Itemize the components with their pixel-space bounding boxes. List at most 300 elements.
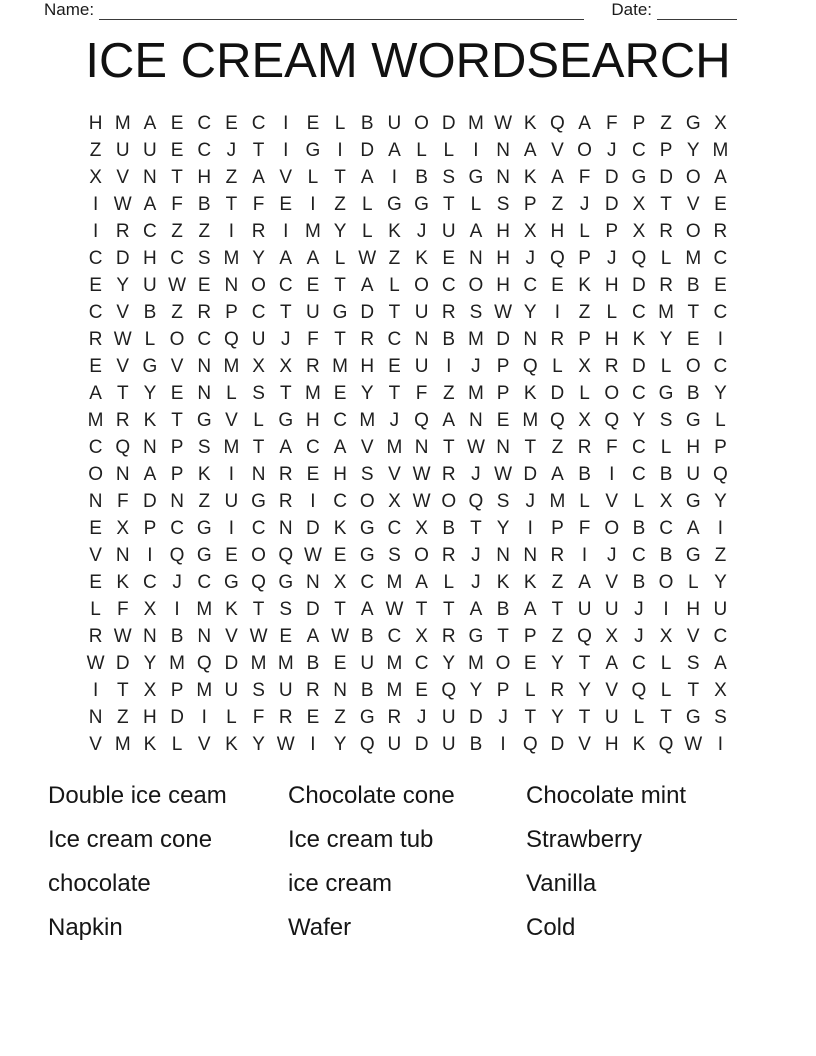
grid-letter: C	[387, 517, 402, 539]
grid-letter: V	[578, 733, 591, 755]
grid-letter: N	[496, 544, 510, 566]
grid-letter: M	[522, 410, 539, 432]
grid-letter: T	[442, 436, 455, 458]
grid-letter: L	[579, 383, 590, 405]
grid-letter: G	[224, 571, 239, 593]
grid-letter: J	[525, 248, 535, 270]
grid-letter: C	[197, 329, 212, 351]
word-list-item: chocolate	[48, 870, 151, 897]
grid-letter: F	[578, 517, 591, 539]
grid-letter: N	[170, 490, 184, 512]
grid-letter: E	[333, 544, 347, 566]
grid-letter: X	[143, 598, 157, 620]
grid-letter: J	[226, 140, 237, 162]
grid-letter: O	[685, 221, 701, 243]
grid-letter: O	[414, 544, 429, 566]
grid-letter: O	[414, 113, 429, 135]
grid-letter: R	[441, 544, 456, 566]
grid-letter: J	[471, 571, 481, 593]
grid-letter: Q	[169, 544, 185, 566]
grid-letter: Q	[631, 679, 647, 701]
grid-letter: C	[251, 517, 266, 539]
grid-letter: R	[577, 436, 592, 458]
grid-letter: S	[659, 410, 673, 432]
grid-letter: C	[333, 490, 347, 512]
grid-letter: W	[385, 598, 404, 620]
grid-letter: A	[523, 598, 537, 620]
grid-letter: W	[494, 302, 513, 324]
grid-letter: K	[415, 248, 428, 270]
grid-letter: B	[197, 194, 211, 216]
grid-letter: N	[469, 410, 483, 432]
grid-letter: W	[684, 733, 703, 755]
grid-letter: M	[658, 302, 674, 324]
grid-letter: L	[552, 356, 563, 378]
grid-letter: C	[632, 544, 646, 566]
grid-letter: R	[550, 544, 565, 566]
grid-letter: H	[496, 275, 510, 297]
grid-letter: U	[713, 598, 728, 620]
grid-letter: L	[660, 436, 672, 458]
grid-letter: V	[225, 625, 238, 647]
grid-letter: Z	[334, 706, 346, 728]
grid-letter: O	[685, 356, 701, 378]
grid-letter: I	[717, 733, 724, 755]
grid-letter: T	[279, 383, 292, 405]
grid-letter: C	[306, 436, 320, 458]
grid-letter: L	[470, 194, 482, 216]
header-row	[44, 1, 737, 20]
word-list-item: Chocolate cone	[288, 782, 455, 809]
grid-letter: X	[143, 679, 157, 701]
grid-letter: Q	[278, 544, 294, 566]
grid-letter: V	[225, 410, 238, 432]
grid-letter: E	[279, 625, 293, 647]
grid-letter: X	[415, 625, 428, 647]
grid-letter: W	[494, 463, 513, 485]
grid-letter: E	[714, 194, 727, 216]
grid-letter: Q	[522, 356, 538, 378]
grid-letter: A	[714, 652, 727, 674]
grid-letter: G	[387, 194, 402, 216]
grid-letter: M	[304, 221, 321, 243]
grid-letter: A	[143, 194, 157, 216]
grid-letter: L	[660, 248, 672, 270]
grid-letter: E	[170, 113, 184, 135]
grid-letter: D	[306, 598, 320, 620]
grid-letter: O	[88, 463, 103, 485]
grid-letter: C	[197, 140, 212, 162]
grid-letter: P	[523, 625, 537, 647]
grid-letter: C	[251, 113, 266, 135]
grid-letter: M	[386, 679, 403, 701]
word-list-item: Wafer	[288, 914, 352, 941]
grid-letter: N	[143, 167, 157, 189]
grid-letter: Y	[714, 490, 727, 512]
grid-letter: T	[116, 383, 129, 405]
grid-letter: C	[88, 302, 103, 324]
grid-letter: G	[196, 517, 212, 539]
grid-letter: D	[143, 490, 157, 512]
grid-letter: O	[577, 140, 592, 162]
grid-letter: R	[278, 490, 293, 512]
grid-letter: H	[686, 436, 701, 458]
grid-letter: R	[550, 679, 565, 701]
grid-letter: B	[415, 167, 428, 189]
grid-letter: J	[172, 571, 182, 593]
grid-letter: I	[717, 517, 724, 539]
grid-letter: D	[441, 113, 456, 135]
grid-letter: X	[578, 356, 591, 378]
grid-letter: B	[442, 329, 456, 351]
grid-letter: C	[632, 652, 646, 674]
grid-letter: X	[89, 167, 102, 189]
grid-letter: S	[496, 194, 510, 216]
grid-letter: Y	[252, 733, 265, 755]
grid-letter: U	[224, 679, 239, 701]
grid-letter: G	[685, 544, 701, 566]
grid-letter: B	[578, 463, 591, 485]
grid-letter: U	[441, 733, 456, 755]
grid-letter: M	[386, 436, 403, 458]
grid-letter: O	[604, 517, 620, 539]
grid-letter: M	[250, 652, 267, 674]
grid-letter: A	[605, 652, 619, 674]
grid-letter: N	[197, 356, 212, 378]
grid-letter: W	[276, 733, 295, 755]
grid-letter: R	[659, 221, 673, 243]
grid-letter: X	[523, 221, 537, 243]
grid-letter: Q	[414, 410, 429, 432]
grid-letter: D	[224, 652, 239, 674]
grid-letter: A	[306, 625, 320, 647]
page-title: ICE CREAM WORDSEARCH	[85, 34, 731, 88]
grid-letter: P	[578, 329, 591, 351]
grid-letter: A	[143, 463, 157, 485]
grid-letter: C	[632, 383, 646, 405]
grid-letter: G	[468, 167, 484, 189]
grid-letter: E	[197, 275, 211, 297]
grid-letter: N	[143, 436, 157, 458]
grid-letter: N	[115, 544, 130, 566]
grid-letter: M	[277, 652, 294, 674]
grid-letter: G	[305, 140, 321, 162]
grid-letter: Q	[577, 625, 592, 647]
word-list	[48, 774, 776, 950]
grid-letter: M	[549, 490, 566, 512]
grid-letter: V	[89, 733, 102, 755]
grid-letter: H	[88, 113, 103, 135]
grid-letter: Z	[660, 113, 672, 135]
grid-letter: Y	[686, 140, 700, 162]
grid-letter: C	[170, 517, 184, 539]
grid-letter: W	[113, 329, 132, 351]
grid-letter: T	[660, 194, 672, 216]
grid-letter: C	[713, 248, 728, 270]
grid-letter: Z	[171, 221, 183, 243]
grid-letter: L	[633, 490, 645, 512]
grid-letter: V	[551, 140, 564, 162]
grid-letter: U	[387, 733, 402, 755]
grid-letter: J	[498, 706, 508, 728]
grid-letter: V	[388, 463, 401, 485]
grid-letter: U	[604, 706, 619, 728]
grid-letter: R	[306, 679, 320, 701]
name-input-line[interactable]	[99, 5, 584, 20]
grid-letter: T	[442, 598, 455, 620]
grid-letter: U	[224, 490, 239, 512]
grid-letter: R	[441, 302, 456, 324]
grid-letter: B	[632, 517, 646, 539]
grid-letter: I	[92, 221, 99, 243]
grid-letter: G	[359, 517, 375, 539]
grid-letter: C	[387, 625, 402, 647]
grid-letter: V	[116, 167, 130, 189]
grid-letter: W	[494, 113, 513, 135]
grid-letter: J	[525, 490, 535, 512]
grid-letter: P	[170, 436, 184, 458]
grid-letter: I	[283, 221, 289, 243]
grid-letter: P	[225, 302, 238, 324]
grid-letter: E	[306, 463, 320, 485]
grid-letter: W	[412, 463, 431, 485]
grid-letter: A	[279, 436, 293, 458]
date-input-line[interactable]	[657, 5, 737, 20]
grid-letter: P	[496, 679, 510, 701]
grid-letter: H	[496, 248, 510, 270]
grid-letter: Z	[578, 302, 591, 324]
grid-letter: T	[252, 436, 265, 458]
grid-letter: M	[386, 571, 403, 593]
grid-letter: K	[523, 167, 537, 189]
grid-letter: N	[197, 383, 212, 405]
grid-letter: D	[604, 167, 619, 189]
grid-letter: D	[523, 463, 538, 485]
grid-letter: E	[306, 113, 320, 135]
grid-letter: A	[686, 517, 700, 539]
grid-letter: R	[360, 329, 375, 351]
grid-letter: Q	[224, 329, 239, 351]
grid-letter: J	[389, 410, 400, 432]
grid-letter: D	[469, 706, 483, 728]
grid-letter: T	[279, 302, 292, 324]
grid-letter: K	[496, 571, 510, 593]
grid-letter: G	[658, 383, 674, 405]
grid-letter: Z	[714, 544, 727, 566]
grid-letter: L	[579, 221, 590, 243]
grid-letter: L	[660, 652, 672, 674]
grid-letter: B	[686, 275, 700, 297]
grid-letter: X	[605, 625, 619, 647]
grid-letter: O	[359, 490, 375, 512]
grid-letter: Z	[551, 571, 564, 593]
grid-letter: H	[604, 733, 619, 755]
grid-letter: R	[713, 221, 728, 243]
grid-letter: W	[412, 490, 431, 512]
grid-letter: T	[334, 329, 346, 351]
grid-letter: I	[337, 140, 343, 162]
grid-letter: J	[606, 140, 617, 162]
grid-letter: R	[550, 329, 565, 351]
grid-letter: S	[360, 463, 374, 485]
grid-letter: T	[660, 706, 672, 728]
grid-letter: B	[360, 625, 374, 647]
grid-letter: R	[115, 410, 130, 432]
grid-letter: M	[169, 652, 185, 674]
grid-letter: N	[88, 490, 103, 512]
grid-letter: C	[632, 463, 646, 485]
grid-letter: X	[714, 679, 727, 701]
grid-letter: Q	[196, 652, 212, 674]
grid-letter: M	[223, 436, 240, 458]
grid-letter: F	[252, 194, 265, 216]
grid-letter: D	[550, 383, 565, 405]
grid-letter: O	[685, 167, 701, 189]
grid-letter: C	[441, 275, 456, 297]
grid-letter: R	[604, 356, 619, 378]
word-list-item: Chocolate mint	[526, 782, 687, 809]
grid-letter: F	[116, 598, 129, 620]
grid-letter: I	[92, 194, 99, 216]
wordsearch-grid	[82, 111, 734, 758]
grid-letter: Z	[388, 248, 401, 270]
grid-letter: B	[659, 544, 673, 566]
grid-letter: V	[279, 167, 293, 189]
grid-letter: X	[578, 410, 591, 432]
grid-letter: A	[360, 275, 374, 297]
grid-letter: L	[687, 571, 699, 593]
grid-letter: J	[471, 356, 481, 378]
word-list-item: Vanilla	[526, 870, 597, 897]
grid-letter: T	[252, 598, 265, 620]
grid-letter: Y	[469, 679, 483, 701]
grid-letter: L	[334, 113, 346, 135]
grid-letter: W	[358, 248, 377, 270]
grid-letter: R	[278, 706, 293, 728]
grid-letter: M	[467, 329, 484, 351]
grid-letter: Y	[360, 383, 374, 405]
word-list-item: Cold	[526, 914, 576, 941]
grid-letter: N	[523, 329, 538, 351]
grid-letter: L	[144, 329, 156, 351]
grid-letter: Z	[171, 302, 183, 324]
grid-letter: I	[391, 167, 398, 189]
grid-letter: K	[578, 275, 591, 297]
grid-letter: Q	[468, 490, 484, 512]
grid-letter: G	[685, 410, 701, 432]
grid-letter: I	[147, 544, 153, 566]
grid-letter: J	[606, 248, 617, 270]
grid-letter: T	[334, 167, 346, 189]
word-list-item: ice cream	[288, 870, 393, 897]
grid-letter: N	[306, 571, 320, 593]
grid-letter: N	[469, 248, 483, 270]
word-list-column	[48, 774, 288, 950]
grid-letter: T	[171, 167, 183, 189]
grid-letter: W	[86, 652, 105, 674]
grid-letter: R	[115, 221, 130, 243]
grid-letter: K	[225, 598, 238, 620]
grid-letter: C	[251, 302, 266, 324]
grid-letter: N	[333, 679, 347, 701]
grid-letter: M	[359, 410, 376, 432]
grid-letter: X	[279, 356, 293, 378]
grid-letter: O	[468, 275, 484, 297]
grid-letter: D	[360, 140, 375, 162]
grid-letter: Q	[550, 248, 565, 270]
grid-letter: N	[115, 463, 130, 485]
grid-letter: K	[523, 571, 537, 593]
grid-letter: Y	[551, 652, 564, 674]
grid-letter: A	[252, 167, 265, 189]
grid-letter: X	[116, 517, 130, 539]
word-list-item: Strawberry	[526, 826, 643, 853]
grid-letter: E	[306, 706, 320, 728]
grid-letter: V	[116, 356, 130, 378]
grid-letter: V	[360, 436, 374, 458]
grid-letter: K	[225, 733, 238, 755]
grid-letter: L	[334, 248, 346, 270]
grid-letter: F	[415, 383, 428, 405]
grid-letter: I	[174, 598, 180, 620]
grid-letter: K	[333, 517, 347, 539]
grid-letter: L	[226, 706, 237, 728]
grid-letter: E	[225, 113, 238, 135]
grid-letter: H	[143, 248, 157, 270]
grid-letter: Q	[522, 733, 538, 755]
grid-letter: X	[333, 571, 347, 593]
grid-letter: U	[115, 140, 130, 162]
grid-letter: T	[116, 679, 129, 701]
grid-letter: A	[523, 140, 537, 162]
grid-letter: U	[414, 302, 429, 324]
grid-letter: G	[631, 167, 647, 189]
grid-letter: A	[442, 410, 456, 432]
grid-letter: T	[442, 194, 455, 216]
grid-letter: M	[196, 598, 213, 620]
grid-letter: G	[278, 571, 294, 593]
grid-letter: K	[632, 733, 646, 755]
grid-letter: C	[333, 410, 347, 432]
grid-letter: X	[659, 490, 673, 512]
word-list-column	[526, 774, 776, 950]
grid-letter: B	[659, 463, 673, 485]
grid-letter: M	[87, 410, 104, 432]
grid-letter: I	[717, 329, 724, 351]
grid-letter: P	[170, 679, 184, 701]
grid-letter: B	[632, 571, 646, 593]
grid-letter: T	[687, 302, 700, 324]
grid-letter: M	[114, 733, 131, 755]
grid-letter: Y	[143, 652, 157, 674]
grid-letter: F	[116, 490, 129, 512]
grid-letter: T	[388, 302, 401, 324]
grid-letter: Q	[713, 463, 728, 485]
grid-letter: G	[359, 706, 375, 728]
grid-letter: V	[89, 544, 102, 566]
word-list-item: Napkin	[48, 914, 123, 941]
grid-letter: K	[523, 113, 537, 135]
grid-letter: L	[416, 140, 427, 162]
grid-letter: O	[604, 383, 620, 405]
grid-letter: P	[659, 140, 673, 162]
grid-letter: X	[252, 356, 265, 378]
grid-letter: F	[171, 194, 183, 216]
grid-letter: L	[307, 167, 319, 189]
grid-letter: J	[606, 544, 617, 566]
grid-letter: Y	[632, 410, 646, 432]
grid-letter: M	[332, 356, 348, 378]
